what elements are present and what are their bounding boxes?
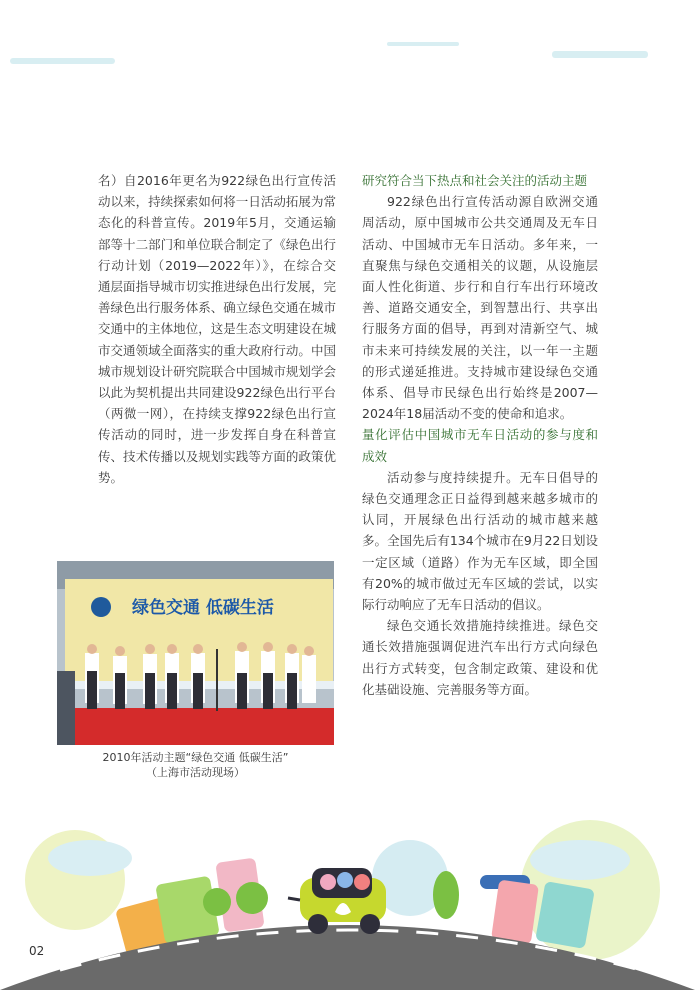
event-photo-illustration	[57, 561, 334, 745]
right-paragraph-3: 绿色交通长效措施持续推进。绿色交通长效措施强调促进汽车出行方式向绿色出行方式转变，包含制定政策、建设和优化基础设施、完善服务等方面。	[362, 618, 598, 697]
section-heading-2: 量化评估中国城市无车日活动的参与度和成效	[362, 427, 598, 464]
left-paragraph: 名）自2016年更名为922绿色出行宣传活动以来，持续探索如何将一日活动拓展为常态化的科普宣传。2019年5月，交通运输部等十二部门和单位联合制定了《绿色出行行动计划（2019—2022年）》，在综合交通层面指导城市切实推进绿色出行发展，完善绿色出行服务体系、确立绿色交通在城市交通中的主体地位，这是生态文明建设在城市交通领域全面落实的重大政府行动。中国城市规划设计研究院联合中国城市规划学会以此为契机提出共同建设922绿色出行平台（两微一网），在持续支撑922绿色出行宣传活动的同时，进一步发挥自身在科普宣传、技术传播以及规划实践等方面的政策优势。	[98, 173, 336, 485]
decor-bar-right	[552, 51, 648, 58]
decor-bar-center	[387, 42, 459, 46]
banner-text: 绿色交通 低碳生活	[132, 598, 274, 618]
event-photo	[57, 561, 334, 745]
photo-caption	[57, 750, 334, 780]
caption-line-2: （上海市活动现场）	[146, 766, 245, 779]
right-paragraph-2: 活动参与度持续提升。无车日倡导的绿色交通理念正日益得到越来越多城市的认同，开展绿色出行活动的城市越来越多。全国先后有134个城市在9月22日划设一定区域（道路）作为无车区域，即全国有20%的城市做过无车区域的尝试，以实际行动响应了无车日活动的倡议。	[362, 469, 598, 613]
right-column	[362, 170, 598, 700]
left-column	[98, 170, 336, 488]
section-heading-1: 研究符合当下热点和社会关注的活动主题	[362, 173, 588, 188]
city-road-illustration	[0, 820, 695, 990]
right-paragraph-1: 922绿色出行宣传活动源自欧洲交通周活动，原中国城市公共交通周及无车日活动、中国城市无车日活动。多年来，一直聚焦与绿色交通相关的议题，从设施层面人性化街道、步行和自行车出行环境改善、道路交通安全，到智慧出行、共享出行服务方面的倡导，再到对清新空气、城市未来可持续发展的关注，以一年一主题的形式递延推进。支持城市建设绿色交通体系、倡导市民绿色出行始终是2007—2024年18届活动不变的使命和追求。	[362, 194, 598, 422]
page-number: 02	[29, 944, 45, 958]
caption-line-1: 2010年活动主题“绿色交通 低碳生活”	[102, 751, 289, 764]
decor-bar-left	[10, 58, 115, 64]
